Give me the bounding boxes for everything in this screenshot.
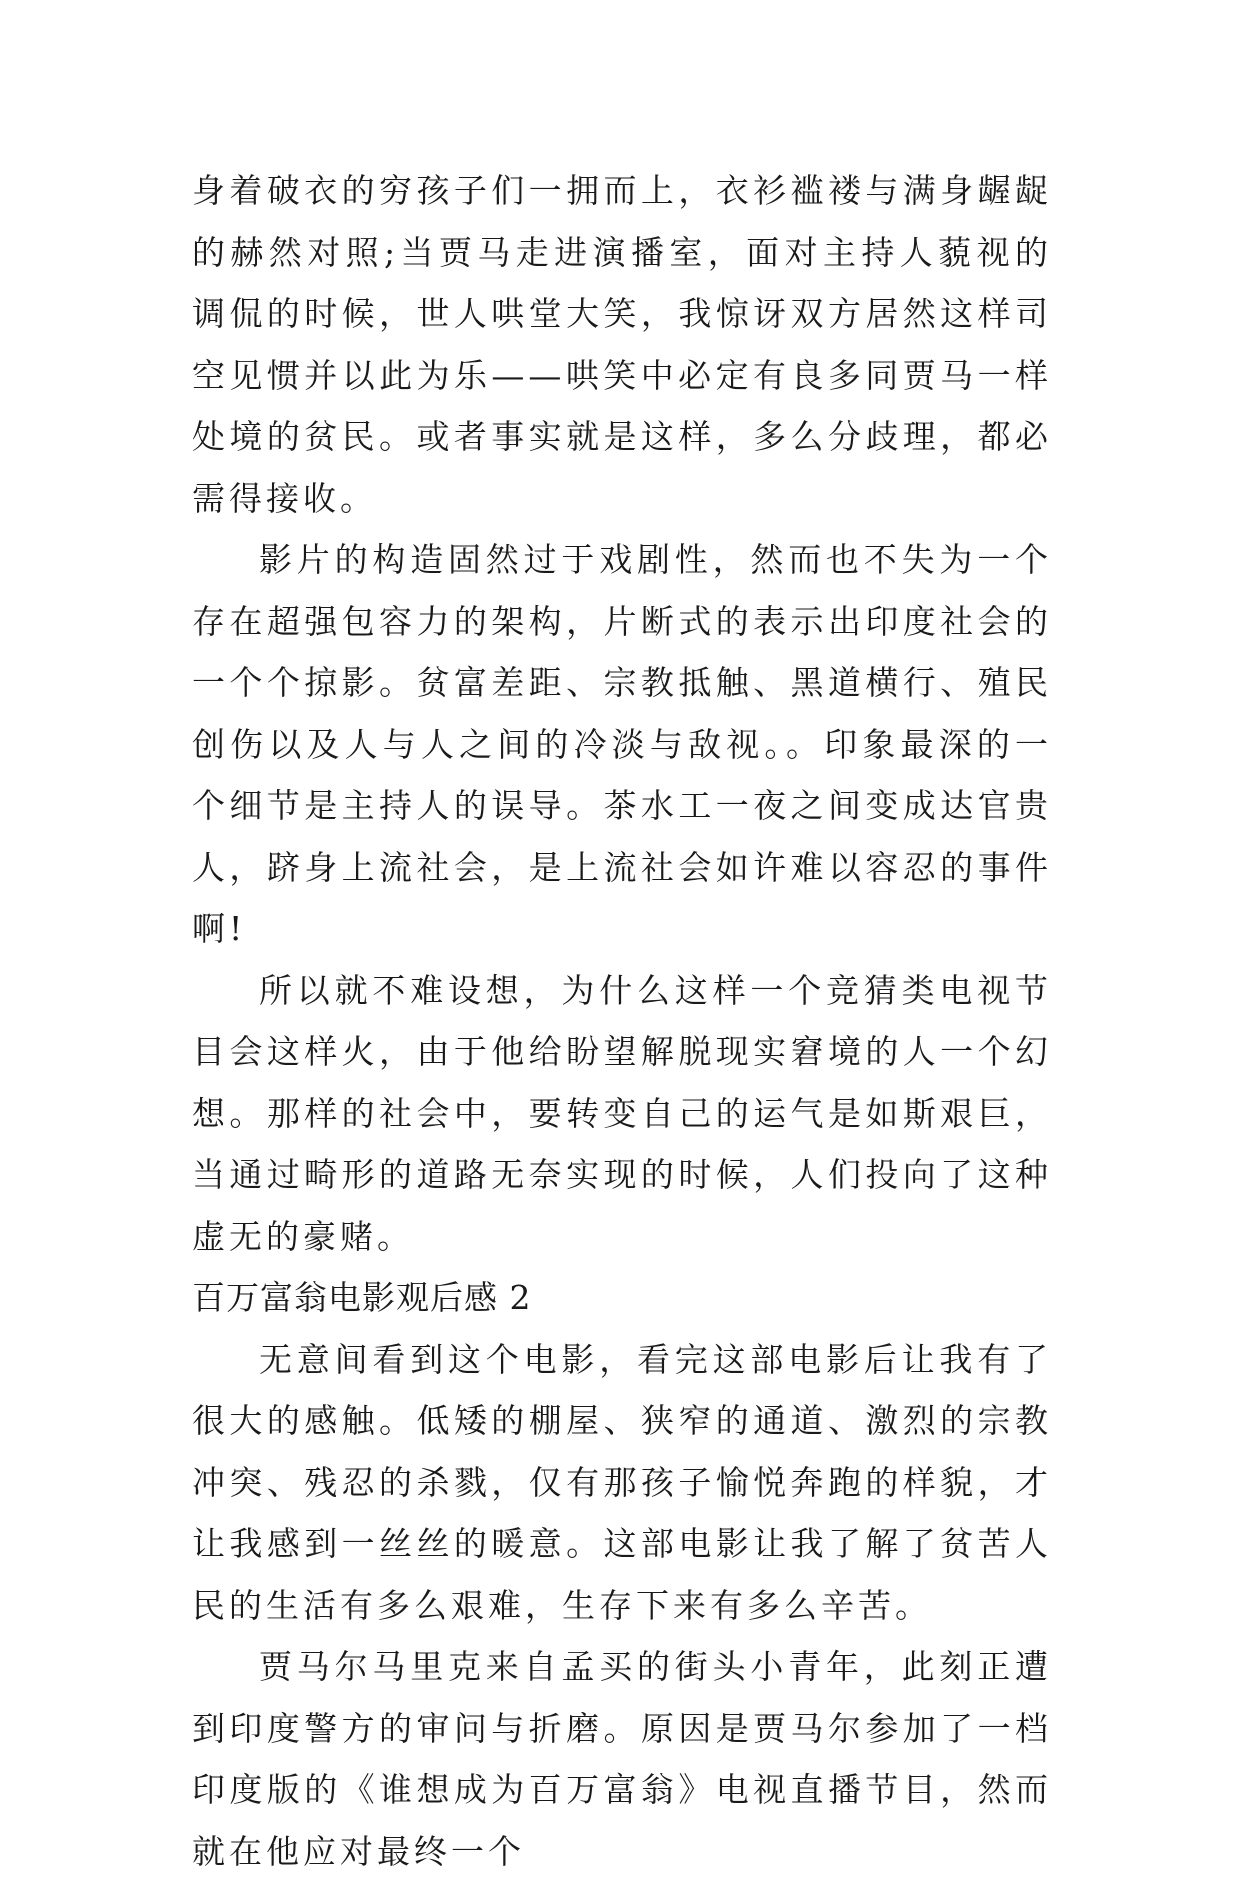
paragraph-continuation: 身着破衣的穷孩子们一拥而上，衣衫褴褛与满身龌龊的赫然对照;当贾马走进演播室，面对主持人藐视的调侃的时候，世人哄堂大笑，我惊讶双方居然这样司空见惯并以此为乐——哄笑中必定有良多同贾马一样处境的贫民。或者事实就是这样，多么分歧理，都必需得接收。 bbox=[192, 171, 1052, 518]
paragraph-film-structure: 影片的构造固然过于戏剧性，然而也不失为一个存在超强包容力的架构，片断式的表示出印度社会的一个个掠影。贫富差距、宗教抵触、黑道横行、殖民创伤以及人与人之间的冷淡与敌视。。印象最深的一个细节是主持人的误导。茶水工一夜之间变成达官贵人，跻身上流社会，是上流社会如许难以容忍的事件啊! bbox=[192, 540, 1052, 948]
document-page bbox=[192, 160, 1052, 1882]
paragraph-jamal-intro: 贾马尔马里克来自孟买的街头小青年，此刻正遭到印度警方的审问与折磨。原因是贾马尔参加了一档印度版的《谁想成为百万富翁》电视直播节目，然而就在他应对最终一个 bbox=[192, 1647, 1052, 1871]
section-heading: 百万富翁电影观后感 2 bbox=[192, 1278, 532, 1317]
paragraph-first-impression: 无意间看到这个电影，看完这部电影后让我有了很大的感触。低矮的棚屋、狭窄的通道、激烈的宗教冲突、残忍的杀戮，仅有那孩子愉悦奔跑的样貌，才让我感到一丝丝的暖意。这部电影让我了解了贫苦人民的生活有多么艰难，生存下来有多么辛苦。 bbox=[192, 1339, 1052, 1625]
paragraph-why-popular: 所以就不难设想，为什么这样一个竞猜类电视节目会这样火，由于他给盼望解脱现实窘境的人一个幻想。那样的社会中，要转变自己的运气是如斯艰巨，当通过畸形的道路无奈实现的时候，人们投向了这种虚无的豪赌。 bbox=[192, 970, 1052, 1256]
